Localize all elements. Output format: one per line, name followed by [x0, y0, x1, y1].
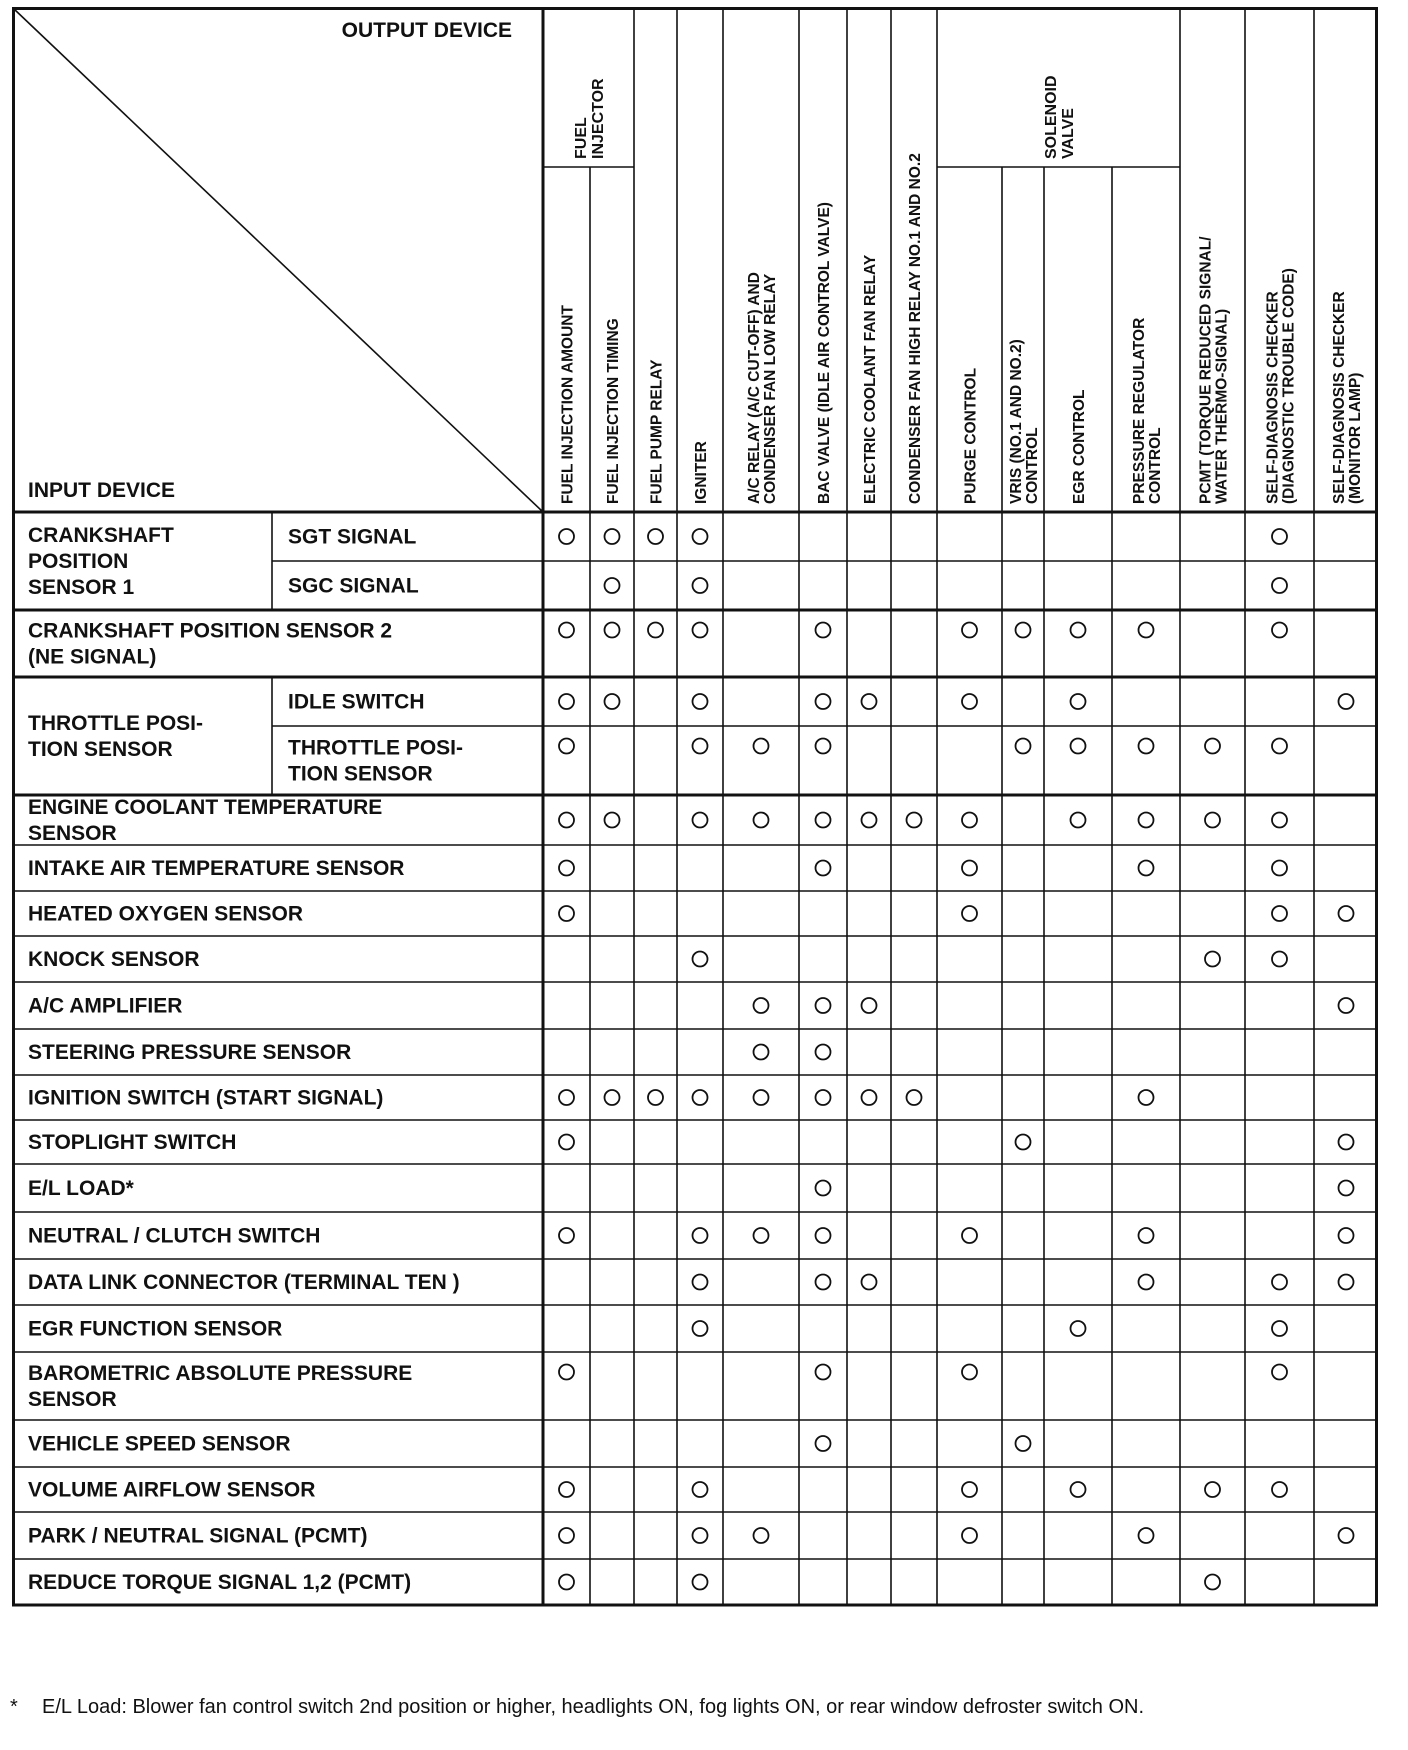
input-device-name: STEERING PRESSURE SENSOR [28, 1041, 352, 1064]
relation-mark [962, 813, 977, 828]
relation-mark [1071, 739, 1086, 754]
relation-mark [1272, 1275, 1287, 1290]
relation-mark [816, 739, 831, 754]
relation-mark [605, 623, 620, 638]
relation-mark [754, 1528, 769, 1543]
relation-mark [1205, 952, 1220, 967]
relation-mark [1139, 623, 1154, 638]
column-label: EGR CONTROL [1071, 389, 1088, 504]
relation-mark [754, 813, 769, 828]
relation-mark [1139, 739, 1154, 754]
input-device-name: HEATED OXYGEN SENSOR [28, 902, 303, 926]
relation-mark [693, 952, 708, 967]
column-label: PURGE CONTROL [962, 367, 980, 504]
output-device-label: OUTPUT DEVICE [341, 19, 512, 42]
column-label: CONDENSER FAN HIGH RELAY NO.1 AND NO.2 [907, 153, 924, 504]
input-device-name: (NE SIGNAL) [28, 645, 157, 669]
relation-mark [1272, 952, 1287, 967]
relation-mark [962, 861, 977, 876]
input-device-name: ENGINE COOLANT TEMPERATURE [28, 796, 383, 819]
relation-mark [693, 813, 708, 828]
relation-mark [1272, 623, 1287, 638]
relation-mark [693, 1228, 708, 1243]
input-device-name: REDUCE TORQUE SIGNAL 1,2 (PCMT) [28, 1571, 412, 1594]
column-label: BAC VALVE (IDLE AIR CONTROL VALVE) [816, 202, 833, 504]
relation-mark [693, 1275, 708, 1290]
footnote-text: E/L Load: Blower fan control switch 2nd position or higher, headlights ON, fog lights ON, or rear window defroster switch ON. [42, 1696, 1145, 1718]
input-device-name: A/C AMPLIFIER [28, 994, 183, 1018]
column-label: ELECTRIC COOLANT FAN RELAY [862, 254, 879, 504]
relation-mark [559, 529, 574, 544]
input-device-name: CRANKSHAFT POSITION SENSOR 2 [28, 619, 393, 643]
group-label: FUEL [573, 117, 590, 159]
relation-mark [1272, 739, 1287, 754]
relation-mark [693, 739, 708, 754]
column-label: VRIS (NO.1 AND NO.2) [1008, 339, 1025, 504]
relation-mark [1205, 739, 1220, 754]
relation-mark [693, 1321, 708, 1336]
relation-mark [605, 529, 620, 544]
relation-mark [559, 739, 574, 754]
column-label: CONTROL [1024, 427, 1041, 504]
column-label: (DIAGNOSTIC TROUBLE CODE) [1280, 268, 1298, 504]
input-device-name: VOLUME AIRFLOW SENSOR [28, 1478, 316, 1502]
relation-mark [1016, 739, 1031, 754]
relation-mark [1272, 1365, 1287, 1380]
input-device-name: BAROMETRIC ABSOLUTE PRESSURE [28, 1362, 413, 1385]
relation-mark [1205, 1575, 1220, 1590]
relation-mark [693, 623, 708, 638]
input-device-name: VEHICLE SPEED SENSOR [28, 1432, 291, 1456]
relation-mark [962, 1365, 977, 1380]
column-label: SELF-DIAGNOSIS CHECKER [1331, 291, 1348, 504]
group-label: INJECTOR [590, 78, 607, 159]
relation-mark [1071, 694, 1086, 709]
relation-mark [1071, 1482, 1086, 1497]
input-device-name: CRANKSHAFT [28, 524, 174, 547]
relation-mark [1339, 1135, 1354, 1150]
relation-mark [962, 694, 977, 709]
relation-mark [816, 861, 831, 876]
relation-mark [1272, 529, 1287, 544]
relation-mark [1016, 1135, 1031, 1150]
relation-mark [559, 813, 574, 828]
relation-mark [1272, 1321, 1287, 1336]
relation-mark [1139, 1228, 1154, 1243]
input-device-label: INPUT DEVICE [28, 479, 176, 502]
relation-mark [1205, 1482, 1220, 1497]
relation-mark [648, 529, 663, 544]
relation-mark [693, 578, 708, 593]
column-label: CONDENSER FAN LOW RELAY [762, 273, 779, 504]
footnote-marker: * [10, 1696, 18, 1718]
relation-mark [559, 1528, 574, 1543]
relation-mark [907, 813, 922, 828]
column-label: PRESSURE REGULATOR [1131, 317, 1148, 504]
relation-mark [559, 1228, 574, 1243]
relation-mark [1272, 578, 1287, 593]
relation-mark [559, 1135, 574, 1150]
relation-mark [962, 1482, 977, 1497]
relation-mark [816, 998, 831, 1013]
relation-mark [1272, 861, 1287, 876]
relation-mark [1139, 1090, 1154, 1105]
relation-mark [816, 1365, 831, 1380]
input-device-name: SENSOR [28, 822, 117, 845]
input-output-matrix-table [12, 7, 1378, 1657]
column-label: CONTROL [1147, 427, 1164, 504]
relation-mark [605, 578, 620, 593]
relation-mark [1339, 1528, 1354, 1543]
input-signal-name: TION SENSOR [288, 762, 433, 786]
relation-mark [693, 1575, 708, 1590]
relation-mark [862, 998, 877, 1013]
column-label: (MONITOR LAMP) [1347, 372, 1364, 504]
relation-mark [816, 813, 831, 828]
input-device-name: POSITION [28, 550, 129, 573]
relation-mark [816, 1228, 831, 1243]
relation-mark [816, 1090, 831, 1105]
relation-mark [907, 1090, 922, 1105]
relation-mark [605, 813, 620, 828]
relation-mark [1139, 861, 1154, 876]
relation-mark [1016, 1436, 1031, 1451]
relation-mark [648, 623, 663, 638]
column-label: PCMT (TORQUE REDUCED SIGNAL/ [1197, 236, 1215, 504]
relation-mark [754, 1090, 769, 1105]
relation-mark [862, 1090, 877, 1105]
input-device-name: TION SENSOR [28, 738, 173, 761]
relation-mark [1071, 813, 1086, 828]
group-label: VALVE [1060, 108, 1077, 159]
relation-mark [754, 1045, 769, 1060]
input-signal-name: THROTTLE POSI- [288, 736, 463, 760]
input-device-name: IGNITION SWITCH (START SIGNAL) [28, 1086, 384, 1110]
relation-mark [816, 1436, 831, 1451]
input-device-name: E/L LOAD* [28, 1177, 134, 1200]
relation-mark [559, 906, 574, 921]
relation-mark [1205, 813, 1220, 828]
relation-mark [559, 861, 574, 876]
column-label: FUEL INJECTION TIMING [605, 318, 622, 504]
column-label: FUEL PUMP RELAY [648, 359, 666, 504]
relation-mark [693, 1482, 708, 1497]
input-signal-name: SGC SIGNAL [288, 574, 419, 598]
input-device-name: INTAKE AIR TEMPERATURE SENSOR [28, 857, 405, 880]
relation-mark [962, 1528, 977, 1543]
relation-mark [862, 813, 877, 828]
relation-mark [1139, 1275, 1154, 1290]
column-label: A/C RELAY (A/C CUT-OFF) AND [746, 272, 763, 504]
input-device-name: NEUTRAL / CLUTCH SWITCH [28, 1224, 321, 1248]
input-device-name: SENSOR 1 [28, 576, 135, 599]
column-label: WATER THERMO-SIGNAL) [1213, 308, 1231, 504]
relation-mark [605, 694, 620, 709]
relation-mark [754, 1228, 769, 1243]
relation-mark [1139, 813, 1154, 828]
relation-mark [559, 694, 574, 709]
input-signal-name: IDLE SWITCH [288, 690, 425, 714]
relation-mark [816, 1045, 831, 1060]
relation-mark [693, 1090, 708, 1105]
relation-mark [1339, 1228, 1354, 1243]
relation-mark [862, 694, 877, 709]
relation-mark [1071, 623, 1086, 638]
relation-mark [559, 1482, 574, 1497]
relation-mark [693, 529, 708, 544]
footnote [4, 1695, 1384, 1745]
relation-mark [1016, 623, 1031, 638]
column-label: FUEL INJECTION AMOUNT [559, 305, 577, 504]
relation-mark [693, 694, 708, 709]
relation-mark [693, 1528, 708, 1543]
input-device-name: PARK / NEUTRAL SIGNAL (PCMT) [28, 1524, 368, 1548]
input-device-name: DATA LINK CONNECTOR (TERMINAL TEN ) [28, 1271, 460, 1294]
relation-mark [816, 623, 831, 638]
input-device-name: EGR FUNCTION SENSOR [28, 1317, 283, 1341]
input-device-name: STOPLIGHT SWITCH [28, 1131, 237, 1154]
relation-mark [1272, 906, 1287, 921]
relation-mark [816, 1275, 831, 1290]
relation-mark [1339, 906, 1354, 921]
relation-mark [1139, 1528, 1154, 1543]
relation-mark [962, 623, 977, 638]
relation-mark [1071, 1321, 1086, 1336]
corner-diagonal [14, 9, 543, 512]
relation-mark [962, 1228, 977, 1243]
input-device-name: SENSOR [28, 1388, 117, 1411]
relation-mark [1339, 998, 1354, 1013]
relation-mark [1272, 813, 1287, 828]
relation-mark [559, 1090, 574, 1105]
relation-mark [816, 694, 831, 709]
input-device-name: KNOCK SENSOR [28, 948, 200, 971]
relation-mark [559, 1365, 574, 1380]
column-label: IGNITER [693, 441, 710, 504]
relation-mark [754, 998, 769, 1013]
relation-mark [754, 739, 769, 754]
group-label: SOLENOID [1043, 75, 1060, 159]
relation-mark [816, 1181, 831, 1196]
relation-mark [648, 1090, 663, 1105]
relation-mark [1272, 1482, 1287, 1497]
column-label: SELF-DIAGNOSIS CHECKER [1264, 291, 1282, 504]
relation-mark [1339, 1275, 1354, 1290]
relation-mark [559, 1575, 574, 1590]
input-signal-name: SGT SIGNAL [288, 525, 417, 549]
input-device-name: THROTTLE POSI- [28, 712, 203, 735]
relation-mark [559, 623, 574, 638]
relation-mark [862, 1275, 877, 1290]
relation-mark [1339, 694, 1354, 709]
relation-mark [1339, 1181, 1354, 1196]
relation-mark [605, 1090, 620, 1105]
relation-mark [962, 906, 977, 921]
